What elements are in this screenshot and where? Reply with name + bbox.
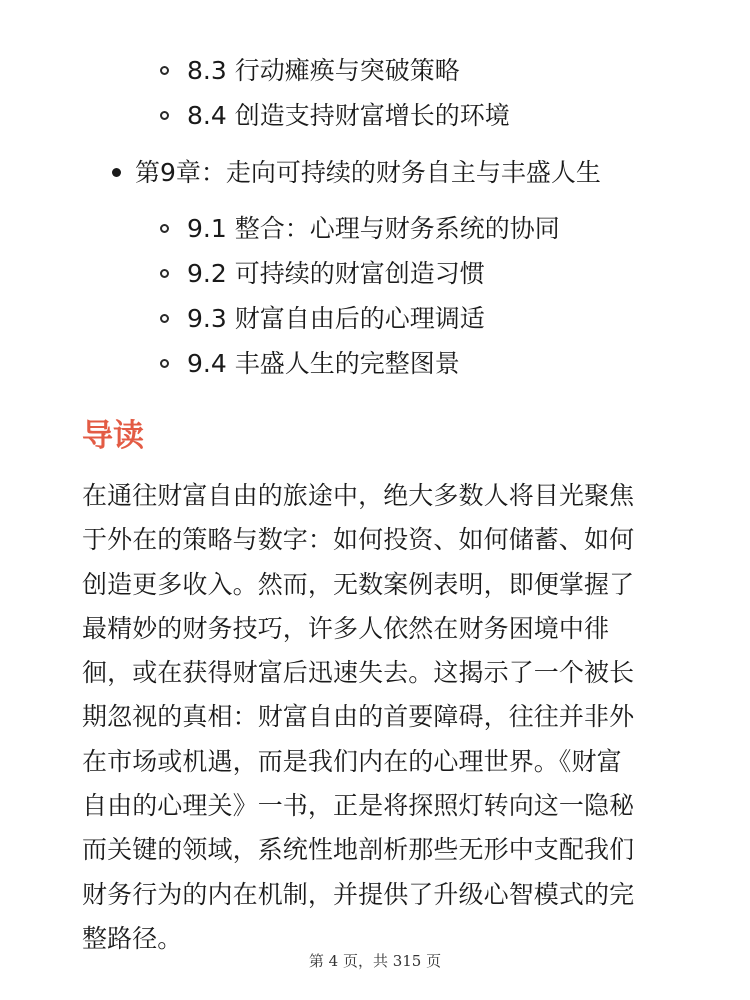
chapter-9-sublist xyxy=(160,206,560,386)
paragraph-line: 创造更多收入。然而，无数案例表明，即便掌握了 xyxy=(82,569,635,599)
page-number-footer: 第 4 页，共 315 页 xyxy=(308,952,442,970)
paragraph-line: 期忽视的真相：财富自由的首要障碍，往往并非外 xyxy=(82,702,635,732)
paragraph-line: 在市场或机遇，而是我们内在的心理世界。《财富 xyxy=(82,746,622,776)
paragraph-line: 自由的心理关》一书，正是将探照灯转向这一隐秘 xyxy=(82,791,635,821)
toc-item-label: 9.1 整合：心理与财务系统的协同 xyxy=(187,214,560,243)
toc-item-8-3[interactable] xyxy=(160,48,510,93)
intro-paragraph xyxy=(82,474,682,961)
paragraph-line: 最精妙的财务技巧，许多人依然在财务困境中徘 xyxy=(82,613,610,643)
circle-bullet-icon xyxy=(160,314,169,323)
toc-chapter-9[interactable] xyxy=(112,150,601,195)
disc-bullet-icon xyxy=(112,168,121,177)
circle-bullet-icon xyxy=(160,224,169,233)
toc-item-9-1[interactable] xyxy=(160,206,560,251)
toc-item-label: 9.3 财富自由后的心理调适 xyxy=(187,304,485,333)
toc-item-label: 8.4 创造支持财富增长的环境 xyxy=(187,101,510,130)
circle-bullet-icon xyxy=(160,269,169,278)
circle-bullet-icon xyxy=(160,359,169,368)
toc-chapter-title: 第9章：走向可持续的财务自主与丰盛人生 xyxy=(135,158,601,187)
section-heading-intro: 导读 xyxy=(82,418,144,454)
toc-item-8-4[interactable] xyxy=(160,93,510,138)
paragraph-line: 在通往财富自由的旅途中，绝大多数人将目光聚焦 xyxy=(82,481,635,510)
toc-item-9-2[interactable] xyxy=(160,251,560,296)
paragraph-line: 整路径。 xyxy=(82,923,183,953)
toc-item-label: 9.4 丰盛人生的完整图景 xyxy=(187,349,460,378)
chapter-8-sublist xyxy=(160,48,510,138)
paragraph-line: 而关键的领域，系统性地剖析那些无形中支配我们 xyxy=(82,835,635,865)
toc-item-label: 8.3 行动瘫痪与突破策略 xyxy=(187,56,460,85)
toc-item-9-4[interactable] xyxy=(160,341,560,386)
toc-item-label: 9.2 可持续的财富创造习惯 xyxy=(187,259,485,288)
circle-bullet-icon xyxy=(160,66,169,75)
circle-bullet-icon xyxy=(160,111,169,120)
paragraph-line: 徊，或在获得财富后迅速失去。这揭示了一个被长 xyxy=(82,658,635,688)
paragraph-line: 于外在的策略与数字：如何投资、如何储蓄、如何 xyxy=(82,525,635,555)
toc-item-9-3[interactable] xyxy=(160,296,560,341)
paragraph-line: 财务行为的内在机制，并提供了升级心智模式的完 xyxy=(82,879,635,909)
